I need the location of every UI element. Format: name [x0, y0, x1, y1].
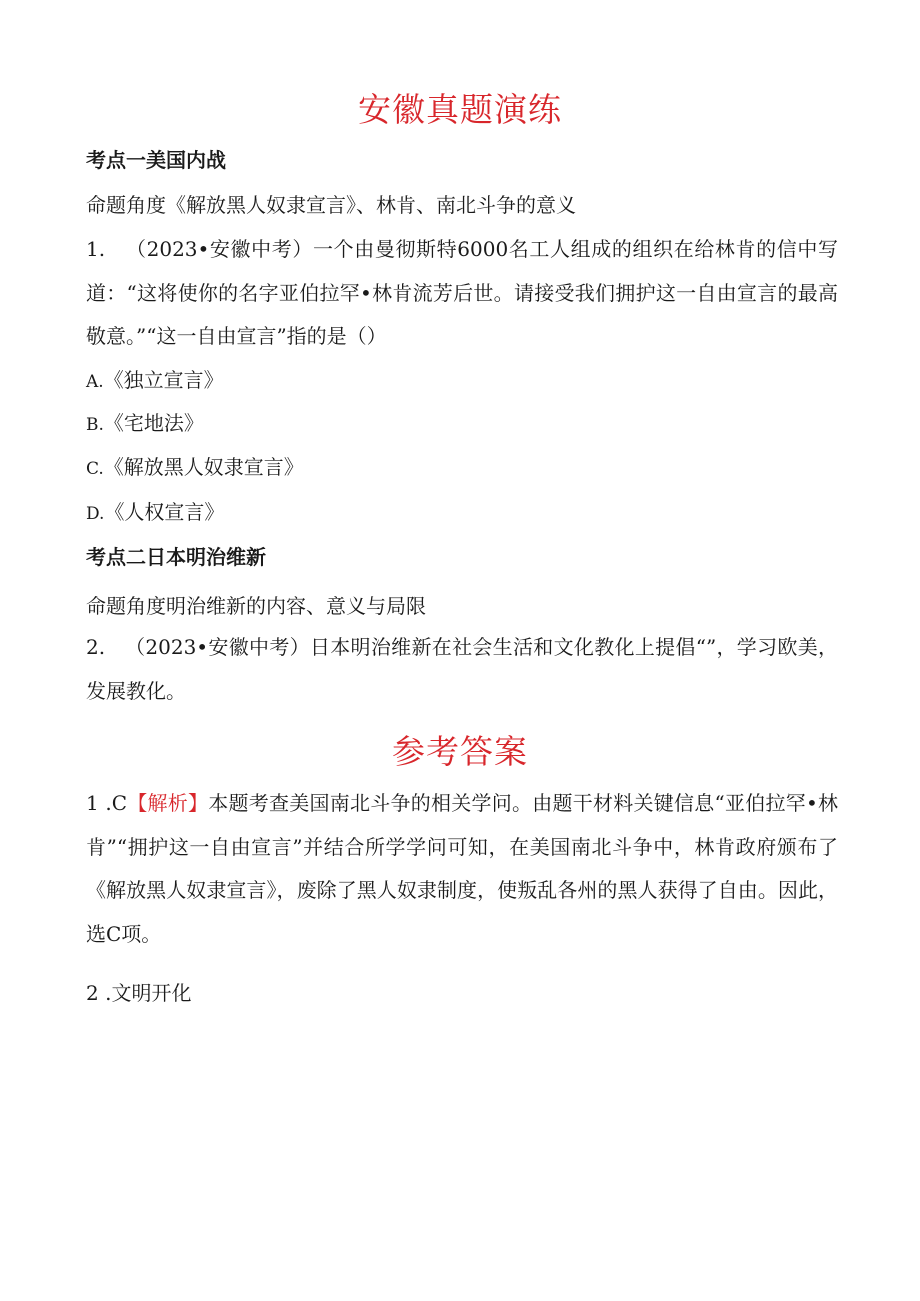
question-2-number: 2. — [86, 635, 106, 659]
option-b-letter: B. — [86, 415, 104, 435]
answer-1-prefix: 1 .C — [86, 791, 127, 815]
section1-angle: 命题角度《解放黑人奴隶宣言》、林肯、南北斗争的意义 — [86, 193, 576, 217]
question-2-source: （2023•安徽中考） — [125, 635, 310, 659]
option-b — [86, 409, 204, 439]
option-c-text: 《解放黑人奴隶宣言》 — [103, 455, 304, 479]
answer-2: 2 .文明开化 — [86, 981, 192, 1005]
option-d-letter: D. — [86, 504, 105, 524]
option-a-letter: A. — [86, 372, 104, 392]
question-1-source: （2023•安徽中考） — [126, 237, 313, 261]
option-c-letter: C. — [86, 459, 104, 479]
question-1-number: 1. — [86, 237, 106, 261]
answer-1-text: 本题考查美国南北斗争的相关学问。由题干材料关键信息“亚伯拉罕•林肯”“拥护这一自由宣言”并结合所学学问可知，在美国南北斗争中，林肯政府颁布了《解放黑人奴隶宣言》，废除了黑人奴隶制度，使叛乱各州的黑人获得了自由。因此，选C项。 — [86, 791, 838, 946]
option-d — [86, 498, 224, 528]
question-1 — [86, 228, 838, 359]
section2-heading: 考点二日本明治维新 — [86, 545, 266, 569]
option-d-text: 《人权宣言》 — [104, 500, 225, 524]
option-a-text: 《独立宣言》 — [103, 368, 224, 392]
option-a — [86, 366, 224, 396]
section2-angle: 命题角度明治维新的内容、意义与局限 — [86, 594, 426, 618]
option-c — [86, 453, 304, 483]
question-1-text: 一个由曼彻斯特6000名工人组成的组织在给林肯的信中写道：“这将使你的名字亚伯拉罕•林肯流芳后世。请接受我们拥护这一自由宣言的最高敬意。”“这一自由宣言”指的是（） — [86, 237, 838, 348]
question-2-text: 日本明治维新在社会生活和文化教化上提倡“”，学习欧美，发展教化。 — [86, 635, 839, 703]
answer-1-analysis-tag: 【解析】 — [127, 791, 209, 815]
answers-title: 参考答案 — [392, 732, 528, 771]
section1-heading: 考点一美国内战 — [86, 148, 226, 172]
page-title: 安徽真题演练 — [358, 90, 562, 129]
question-2 — [86, 626, 838, 713]
option-b-text: 《宅地法》 — [103, 411, 204, 435]
answer-1 — [86, 782, 838, 956]
